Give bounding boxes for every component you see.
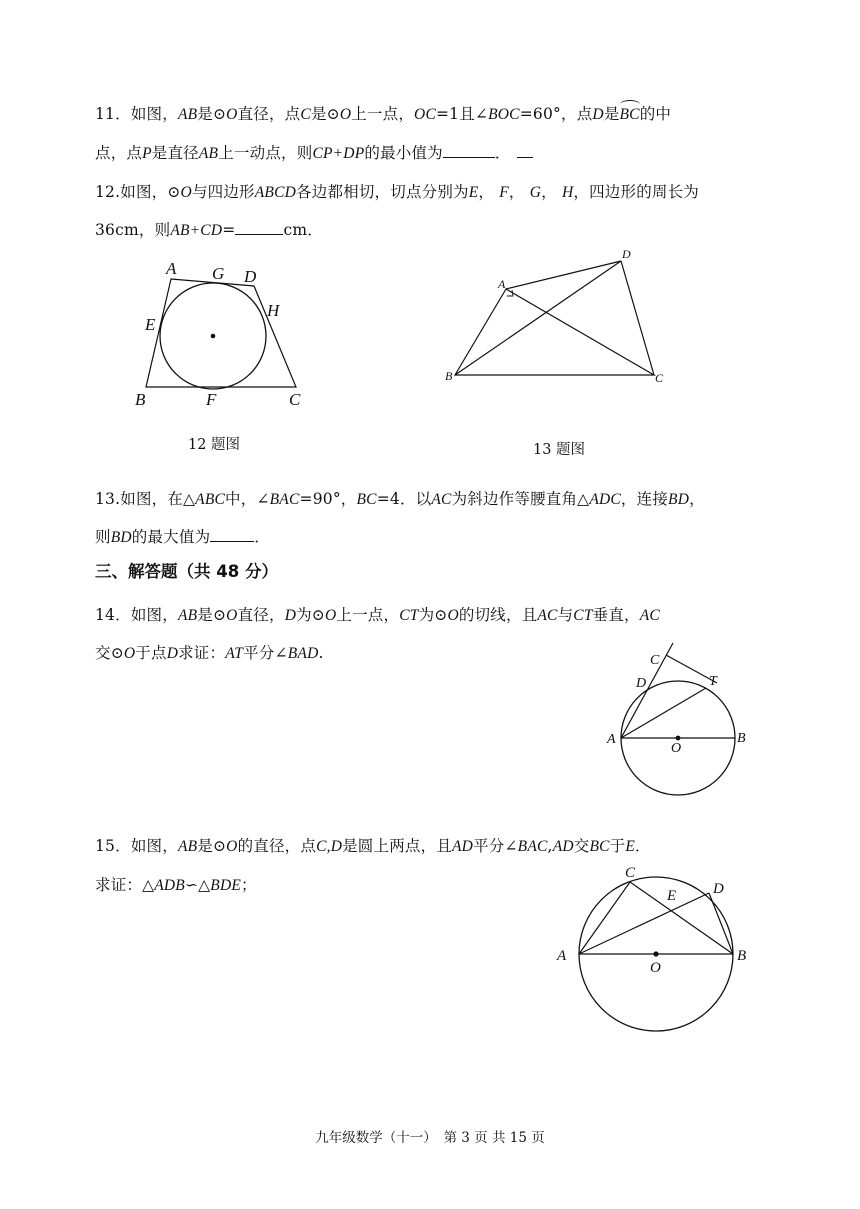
label-D: D — [713, 881, 724, 897]
label-C: C — [289, 390, 301, 409]
q14-line2: 交⊙O于点D求证：AT平分∠BAD. — [95, 644, 324, 662]
q14-line1: 14．如图，AB是⊙O直径，D为⊙O上一点，CT为⊙O的切线，且AC与CT垂直，AC — [95, 606, 660, 624]
label-C: C — [625, 865, 636, 881]
caption-12: 12 题图 — [188, 437, 241, 453]
label-O: O — [650, 960, 661, 976]
label-G: G — [212, 264, 225, 283]
label-A: A — [498, 277, 506, 291]
label-D: D — [244, 267, 257, 286]
label-A: A — [557, 948, 567, 964]
arc-bc: BC — [620, 106, 640, 124]
section-heading: 三、解答题（共 48 分） — [95, 562, 278, 581]
label-E: E — [145, 315, 156, 334]
label-B: B — [737, 948, 747, 964]
label-D: D — [622, 247, 631, 261]
label-A: A — [607, 732, 616, 747]
caption-13: 13 题图 — [533, 442, 586, 458]
label-C: C — [650, 653, 660, 668]
q11-line2: 点，点P是直径AB上一动点，则CP+DP的最小值为 ． — [95, 141, 533, 163]
label-T: T — [709, 674, 717, 689]
q15-line2: 求证：△ADB∽△BDE； — [95, 876, 257, 894]
label-O: O — [671, 741, 682, 756]
q12-line1: 12.如图，⊙O与四边形ABCD各边都相切，切点分别为E， F， G， H，四边形的周长为 — [95, 183, 699, 201]
page-footer: 九年级数学（十一） 第 3 页 共 15 页 — [315, 1130, 545, 1146]
label-F: F — [206, 390, 217, 409]
label-B: B — [135, 390, 146, 409]
label-B: B — [737, 731, 746, 746]
q13-line2: 则BD的最大值为 ． — [95, 528, 270, 546]
label-H: H — [267, 301, 280, 320]
q12-line2: 36cm，则AB+CD= cm． — [95, 221, 323, 239]
label-E: E — [667, 888, 677, 904]
q15-line1: 15．如图，AB是⊙O的直径，点C,D是圆上两点，且AD平分∠BAC,AD交BC于E． — [95, 837, 651, 855]
q11-line1: 11．如图，AB是⊙O直径，点C是⊙O上一点，OC=1且∠BOC=60°，点D是 BC的中 — [95, 102, 671, 124]
label-B: B — [445, 369, 453, 383]
q13-line1: 13.如图，在△ABC中，∠BAC=90°，BC=4．以AC为斜边作等腰直角△ADC，连接BD， — [95, 490, 705, 508]
label-C: C — [655, 371, 664, 385]
label-A: A — [166, 259, 177, 278]
label-D: D — [636, 676, 647, 691]
center-point — [653, 951, 658, 956]
